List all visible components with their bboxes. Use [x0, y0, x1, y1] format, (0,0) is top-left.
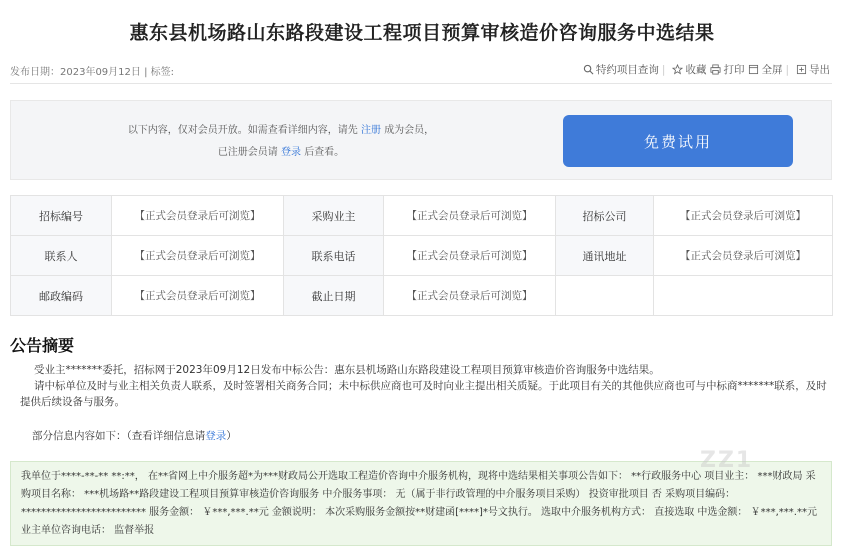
locked-value: 【正式会员登录后可浏览】 — [112, 196, 284, 236]
locked-value: 【正式会员登录后可浏览】 — [384, 276, 556, 316]
field-label: 招标编号 — [11, 196, 112, 236]
publish-meta: 发布日期：2023年09月12日 | 标签: — [10, 67, 174, 78]
special-query-button[interactable] — [583, 62, 659, 77]
summary-paragraph: 请中标单位及时与业主相关负责人联系，及时签署相关商务合同；未中标供应商也可及时向业主提出相关质疑。于此项目有关的其他供应商也可与中标商*******联系，及时提供后续设备与服务。 — [20, 380, 827, 408]
print-button[interactable] — [710, 62, 744, 77]
table-row — [11, 276, 833, 316]
partial-info-line — [32, 428, 832, 444]
field-label: 联系电话 — [284, 236, 384, 276]
field-label: 招标公司 — [556, 196, 654, 236]
section-title: 公告摘要 — [10, 336, 75, 355]
field-label: 采购业主 — [284, 196, 384, 236]
partial-info-text: ） — [226, 430, 237, 442]
notice-text: 以下内容，仅对会员开放。如需查看详细内容，请先 — [127, 125, 358, 136]
print-label: 打印 — [723, 64, 745, 76]
toolbar — [579, 62, 830, 77]
printer-icon — [710, 64, 721, 75]
summary-paragraph: 受业主*******委托，招标网于2023年09月12日发布中标公告：惠东县机场路山东路段建设工程项目预算审核造价咨询服务中选结果。 — [34, 364, 660, 376]
locked-value: 【正式会员登录后可浏览】 — [654, 196, 833, 236]
fullscreen-label: 全屏 — [761, 64, 783, 76]
favorite-label: 收藏 — [685, 64, 707, 76]
member-notice — [10, 100, 832, 180]
notice-line-1 — [11, 121, 551, 136]
field-label: 截止日期 — [284, 276, 384, 316]
register-link[interactable]: 注册 — [361, 125, 381, 136]
notice-line-2 — [11, 143, 551, 158]
field-label: 联系人 — [11, 236, 112, 276]
login-link[interactable]: 登录 — [205, 430, 227, 442]
table-row — [11, 236, 833, 276]
field-label: 邮政编码 — [11, 276, 112, 316]
header-divider — [10, 83, 832, 84]
special-query-label: 特约项目查询 — [595, 64, 659, 76]
export-label: 导出 — [809, 64, 830, 76]
star-icon — [672, 64, 683, 75]
table-row — [11, 196, 833, 236]
fullscreen-icon — [748, 64, 759, 75]
toolbar-separator: | — [661, 63, 666, 76]
empty-cell — [556, 276, 654, 316]
notice-text: 后查看。 — [304, 147, 345, 158]
info-table — [10, 195, 833, 316]
favorite-button[interactable] — [672, 62, 706, 77]
watermark: ZZ1 — [700, 448, 754, 473]
locked-value: 【正式会员登录后可浏览】 — [384, 196, 556, 236]
notice-text: 已注册会员请 — [217, 147, 278, 158]
search-icon — [583, 64, 594, 75]
locked-value: 【正式会员登录后可浏览】 — [112, 236, 284, 276]
locked-value: 【正式会员登录后可浏览】 — [112, 276, 284, 316]
export-button[interactable] — [796, 62, 830, 77]
detail-box: 我单位于****-**-** **:**， 在**省网上中介服务超*为***财政局公开选取工程造价咨询中介服务机构，现将中选结果相关事项公告如下： **行政服务中心 项目业主： ***财政局 采购项目名称： ***机场路**路段建设工程项目预算审核造价咨询服务 中介服务事项： 无（属于非行政管理的中介服务项目采购） 投资审批项目 否 采购项目编码： ************************* 服务金额： ￥***,***.**元 金额说明： 本次采购服务金额按**财建函[****]*号文执行。 选取中介服务机构方式： 直接选取 中选金额： ￥***,***.**元 业主单位咨询电话： 监督举报 — [10, 461, 832, 546]
summary-body — [20, 362, 832, 444]
field-label: 通讯地址 — [556, 236, 654, 276]
locked-value: 【正式会员登录后可浏览】 — [654, 236, 833, 276]
fullscreen-button[interactable] — [748, 62, 782, 77]
locked-value: 【正式会员登录后可浏览】 — [384, 236, 556, 276]
empty-cell — [654, 276, 833, 316]
notice-text: 成为会员， — [384, 125, 435, 136]
partial-info-text: 部分信息内容如下：（查看详细信息请 — [32, 430, 206, 442]
free-trial-button[interactable]: 免费试用 — [563, 115, 793, 167]
toolbar-separator: | — [785, 63, 789, 76]
login-link[interactable]: 登录 — [281, 147, 301, 158]
export-icon — [796, 64, 807, 75]
page-title: 惠东县机场路山东路段建设工程项目预算审核造价咨询服务中选结果 — [129, 22, 715, 44]
